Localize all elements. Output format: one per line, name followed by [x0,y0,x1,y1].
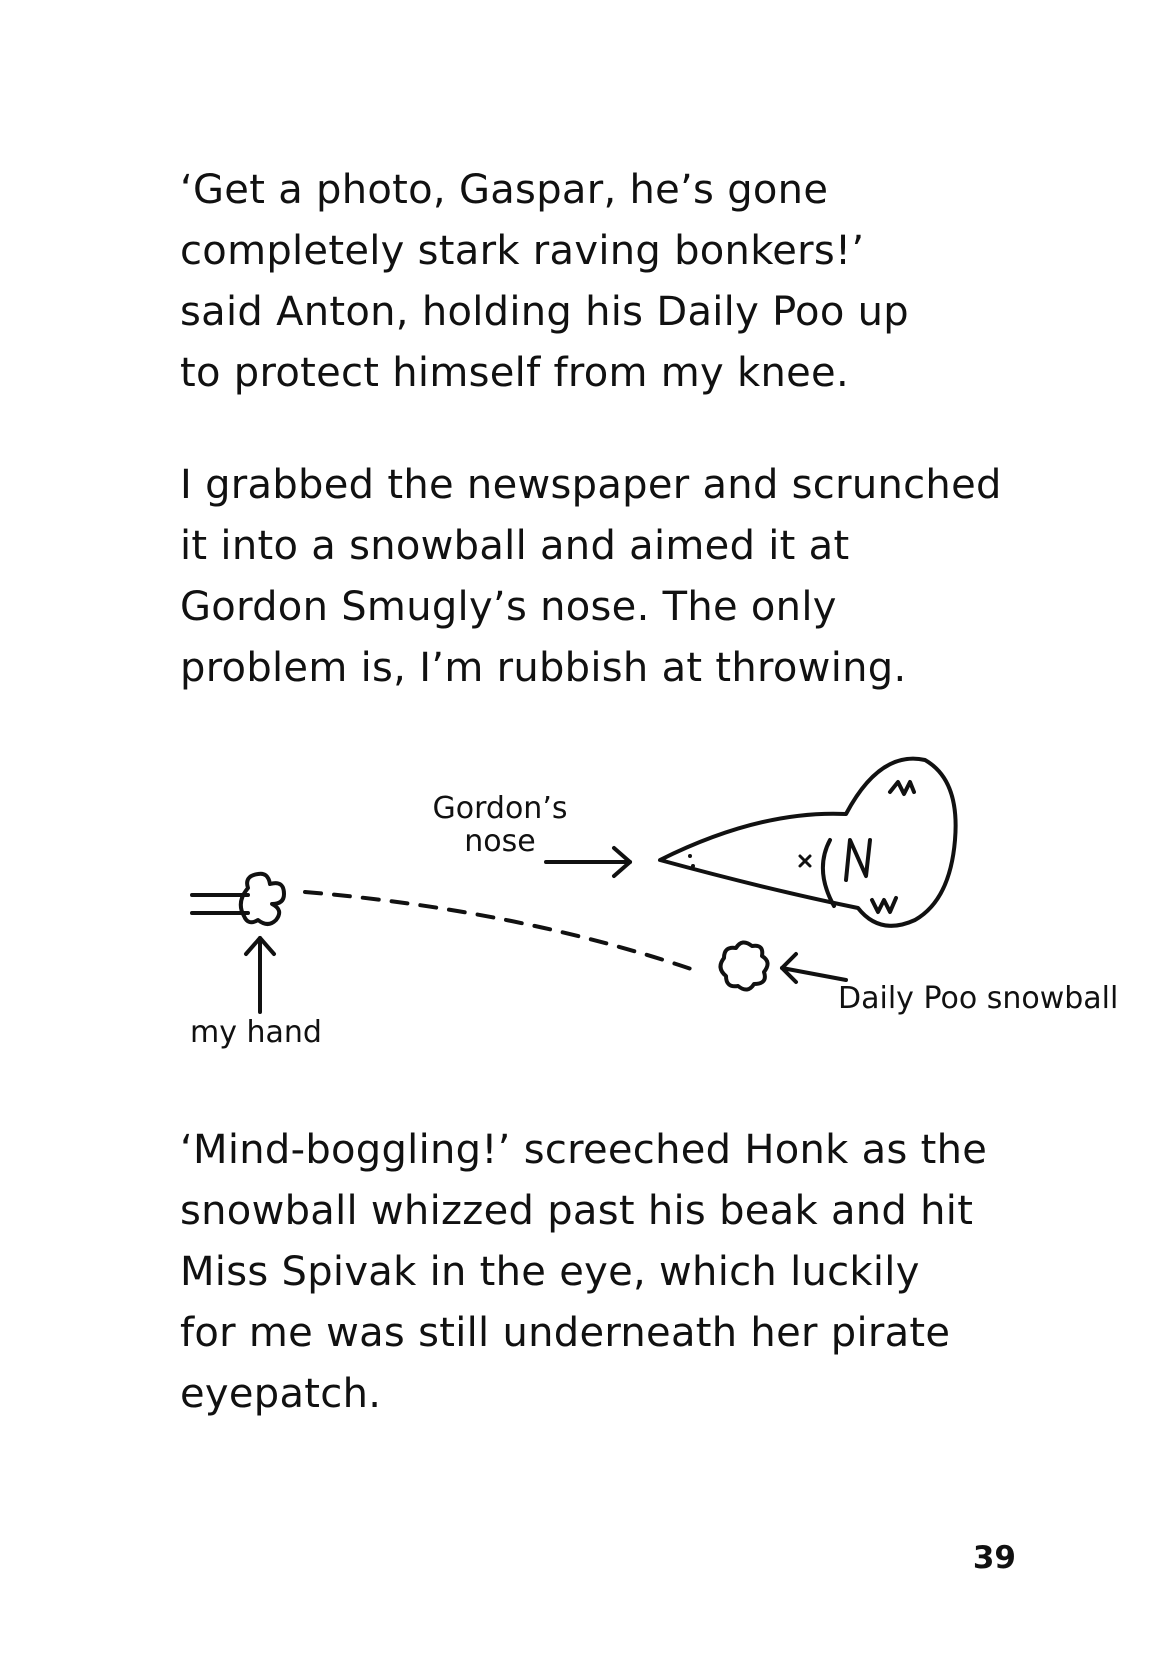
gordon-head-icon [660,759,956,926]
paragraph-1: ‘Get a photo, Gaspar, he’s gone completely stark raving bonkers!’ said Anton, holding his Daily Poo up to protect himself from my knee. [180,167,909,396]
label-my-hand: my hand [190,1015,322,1050]
hand-icon [192,874,284,924]
hand-arrow-icon [246,938,274,1012]
page-number: 39 [972,1540,1016,1576]
paragraph-3: ‘Mind-boggling!’ screeched Honk as the snowball whizzed past his beak and hit Miss Spivak in the eye, which luckily for me was still underneath her pirate eyepatch. [180,1127,988,1417]
label-gordons-nose: Gordon’s nose [432,791,568,859]
snowball-arrow-icon [782,954,846,982]
snowball-icon [720,942,767,989]
illustration-diagram [0,740,1164,1070]
paragraph-2: I grabbed the newspaper and scrunched it into a snowball and aimed it at Gordon Smugly’s nose. The only problem is, I’m rubbish at throwing. [180,462,1002,691]
trajectory-line [305,892,700,972]
label-daily-poo-snowball: Daily Poo snowball [838,981,1119,1016]
